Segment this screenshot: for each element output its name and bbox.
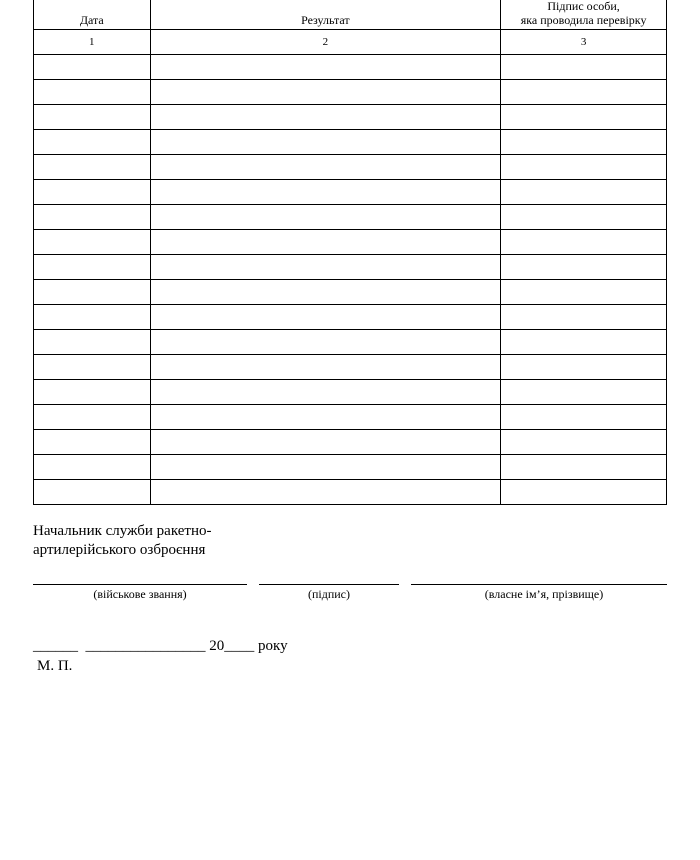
table-row <box>34 205 667 230</box>
signature-cell[interactable] <box>501 130 667 155</box>
header-signature <box>501 0 667 30</box>
date-cell[interactable] <box>34 80 151 105</box>
signature-cell[interactable] <box>501 80 667 105</box>
date-cell[interactable] <box>34 205 151 230</box>
date-cell[interactable] <box>34 280 151 305</box>
header-signature-line1: Підпис особи, <box>547 0 620 13</box>
date-cell[interactable] <box>34 380 151 405</box>
date-cell[interactable] <box>34 305 151 330</box>
table-row <box>34 55 667 80</box>
rank-caption: (військове звання) <box>93 587 187 601</box>
result-cell[interactable] <box>150 405 501 430</box>
table-row <box>34 105 667 130</box>
table-row <box>34 230 667 255</box>
result-cell[interactable] <box>150 480 501 505</box>
signature-cell[interactable] <box>501 305 667 330</box>
column-number-row <box>34 30 667 55</box>
date-line[interactable]: ______ ________________ 20____ року <box>33 638 288 654</box>
table-row <box>34 480 667 505</box>
table-row <box>34 130 667 155</box>
signature-cell[interactable] <box>501 255 667 280</box>
signature-caption: (підпис) <box>307 587 351 601</box>
date-cell[interactable] <box>34 355 151 380</box>
result-cell[interactable] <box>150 330 501 355</box>
column-number-1: 1 <box>34 30 151 55</box>
signature-cell[interactable] <box>501 180 667 205</box>
date-cell[interactable] <box>34 455 151 480</box>
signature-cell[interactable] <box>501 405 667 430</box>
date-cell[interactable] <box>34 105 151 130</box>
result-cell[interactable] <box>150 355 501 380</box>
date-cell[interactable] <box>34 330 151 355</box>
table-row <box>34 455 667 480</box>
date-cell[interactable] <box>34 155 151 180</box>
result-cell[interactable] <box>150 205 501 230</box>
result-cell[interactable] <box>150 255 501 280</box>
table-row <box>34 155 667 180</box>
result-cell[interactable] <box>150 280 501 305</box>
date-cell[interactable] <box>34 405 151 430</box>
result-cell[interactable] <box>150 155 501 180</box>
signature-cell[interactable] <box>501 155 667 180</box>
signature-cell[interactable] <box>501 230 667 255</box>
date-cell[interactable] <box>34 480 151 505</box>
table-row <box>34 255 667 280</box>
table-row <box>34 355 667 380</box>
signature-cell[interactable] <box>501 205 667 230</box>
official-title-line1: Начальник служби ракетно- <box>33 523 212 539</box>
rank-line[interactable] <box>33 584 247 585</box>
column-number-2: 2 <box>150 30 501 55</box>
signature-cell[interactable] <box>501 330 667 355</box>
date-cell[interactable] <box>34 230 151 255</box>
name-line[interactable] <box>411 584 667 585</box>
table-row <box>34 430 667 455</box>
result-cell[interactable] <box>150 180 501 205</box>
stamp-label: М. П. <box>37 658 73 674</box>
signature-cell[interactable] <box>501 430 667 455</box>
result-cell[interactable] <box>150 230 501 255</box>
header-signature-line2: яка проводила перевірку <box>520 13 647 27</box>
result-cell[interactable] <box>150 55 501 80</box>
signature-cell[interactable] <box>501 105 667 130</box>
result-cell[interactable] <box>150 305 501 330</box>
inspection-record-table <box>33 0 667 505</box>
table-header-row <box>34 0 667 30</box>
result-cell[interactable] <box>150 130 501 155</box>
signature-cell[interactable] <box>501 380 667 405</box>
table-row <box>34 380 667 405</box>
table-row <box>34 405 667 430</box>
result-cell[interactable] <box>150 455 501 480</box>
name-caption: (власне ім’я, прізвище) <box>484 587 604 601</box>
date-cell[interactable] <box>34 180 151 205</box>
signature-cell[interactable] <box>501 55 667 80</box>
date-cell[interactable] <box>34 430 151 455</box>
signature-line[interactable] <box>259 584 399 585</box>
table-row <box>34 280 667 305</box>
table-row <box>34 80 667 105</box>
signature-cell[interactable] <box>501 455 667 480</box>
result-cell[interactable] <box>150 80 501 105</box>
column-number-3: 3 <box>501 30 667 55</box>
result-cell[interactable] <box>150 380 501 405</box>
signature-cell[interactable] <box>501 480 667 505</box>
official-title <box>33 522 211 560</box>
official-title-line2: артилерійського озброєння <box>33 542 206 558</box>
header-date: Дата <box>34 0 151 30</box>
signature-cell[interactable] <box>501 355 667 380</box>
table-row <box>34 305 667 330</box>
table-row <box>34 180 667 205</box>
date-cell[interactable] <box>34 130 151 155</box>
table-row <box>34 330 667 355</box>
result-cell[interactable] <box>150 430 501 455</box>
result-cell[interactable] <box>150 105 501 130</box>
signature-cell[interactable] <box>501 280 667 305</box>
date-cell[interactable] <box>34 255 151 280</box>
header-result: Результат <box>150 0 501 30</box>
date-cell[interactable] <box>34 55 151 80</box>
